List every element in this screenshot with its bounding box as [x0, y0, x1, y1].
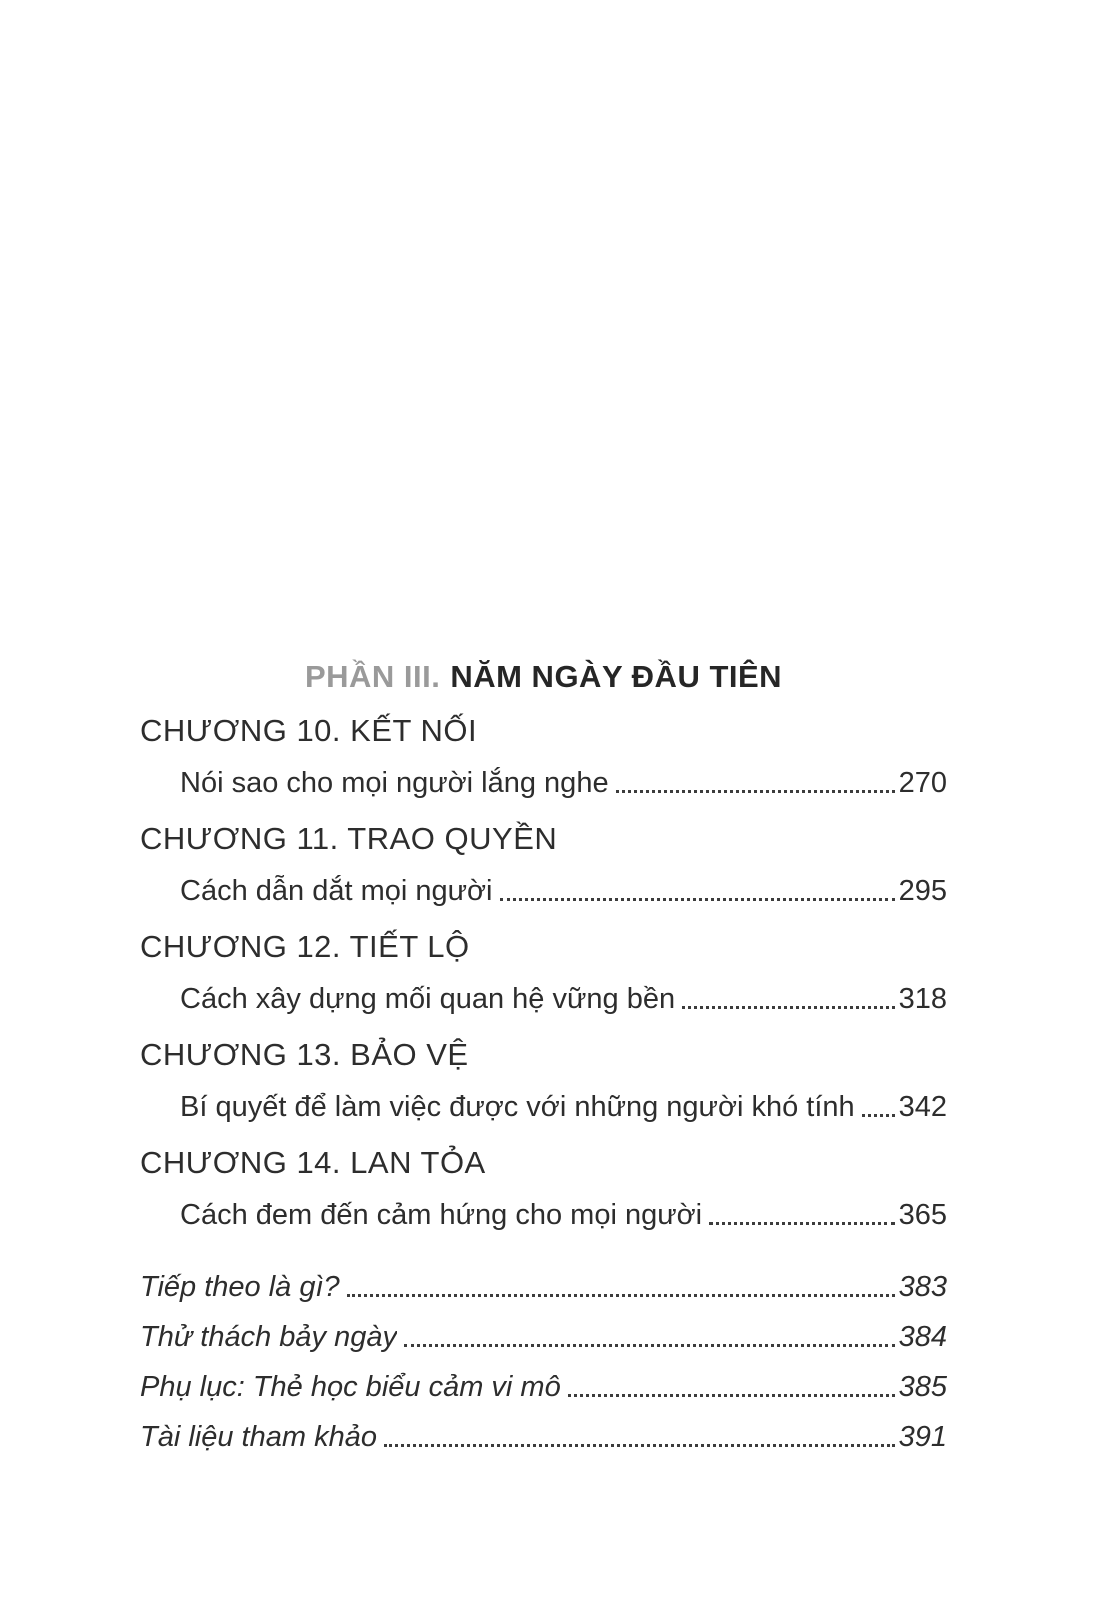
entry-title: Tài liệu tham khảo: [140, 1421, 377, 1453]
part-title: NĂM NGÀY ĐẦU TIÊN: [450, 659, 783, 694]
entry-page-number: 318: [898, 983, 947, 1015]
dot-leader: [682, 1006, 895, 1009]
toc-entry: [140, 1090, 947, 1124]
dot-leader: [384, 1444, 895, 1447]
entry-title: Thử thách bảy ngày: [140, 1321, 397, 1353]
toc-chapter-12: [140, 930, 947, 1016]
toc-entry: [140, 1320, 947, 1354]
toc-entry: [140, 766, 947, 800]
dot-leader: [709, 1222, 895, 1225]
toc-chapter-11: [140, 822, 947, 908]
table-of-contents: [140, 0, 947, 1470]
toc-chapter-13: [140, 1038, 947, 1124]
entry-title: Bí quyết để làm việc được với những người khó tính: [180, 1091, 855, 1123]
dot-leader: [862, 1114, 895, 1117]
toc-entry: [140, 1198, 947, 1232]
chapter-label: CHƯƠNG 12. TIẾT LỘ: [140, 929, 470, 964]
dot-leader: [404, 1344, 895, 1347]
entry-page-number: 365: [898, 1199, 947, 1231]
part-number: PHẦN III.: [304, 659, 441, 694]
entry-page-number: 342: [898, 1091, 947, 1123]
entry-title: Cách dẫn dắt mọi người: [180, 875, 493, 907]
back-matter-section: [140, 1270, 947, 1454]
entry-page-number: 391: [898, 1421, 947, 1453]
toc-entry: [140, 1270, 947, 1304]
chapter-label: CHƯƠNG 11. TRAO QUYỀN: [140, 821, 558, 856]
dot-leader: [500, 898, 895, 901]
entry-title: Nói sao cho mọi người lắng nghe: [180, 767, 609, 799]
toc-entry: [140, 1370, 947, 1404]
entry-page-number: 295: [898, 875, 947, 907]
toc-chapter-10: [140, 714, 947, 800]
entry-page-number: 383: [898, 1271, 947, 1303]
dot-leader: [616, 790, 895, 793]
entry-page-number: 384: [898, 1321, 947, 1353]
chapter-label: CHƯƠNG 10. KẾT NỐI: [140, 713, 478, 748]
chapter-label: CHƯƠNG 13. BẢO VỆ: [140, 1037, 469, 1072]
dot-leader: [347, 1294, 895, 1297]
entry-title: Tiếp theo là gì?: [140, 1271, 340, 1303]
toc-entry: [140, 874, 947, 908]
dot-leader: [568, 1394, 895, 1397]
entry-page-number: 270: [898, 767, 947, 799]
toc-chapter-14: [140, 1146, 947, 1232]
toc-entry: [140, 1420, 947, 1454]
entry-page-number: 385: [898, 1371, 947, 1403]
entry-title: Phụ lục: Thẻ học biểu cảm vi mô: [140, 1371, 561, 1403]
toc-entry: [140, 982, 947, 1016]
entry-title: Cách xây dựng mối quan hệ vững bền: [180, 983, 676, 1015]
entry-title: Cách đem đến cảm hứng cho mọi người: [180, 1199, 703, 1231]
chapter-label: CHƯƠNG 14. LAN TỎA: [140, 1145, 486, 1180]
part-heading: [140, 658, 947, 696]
